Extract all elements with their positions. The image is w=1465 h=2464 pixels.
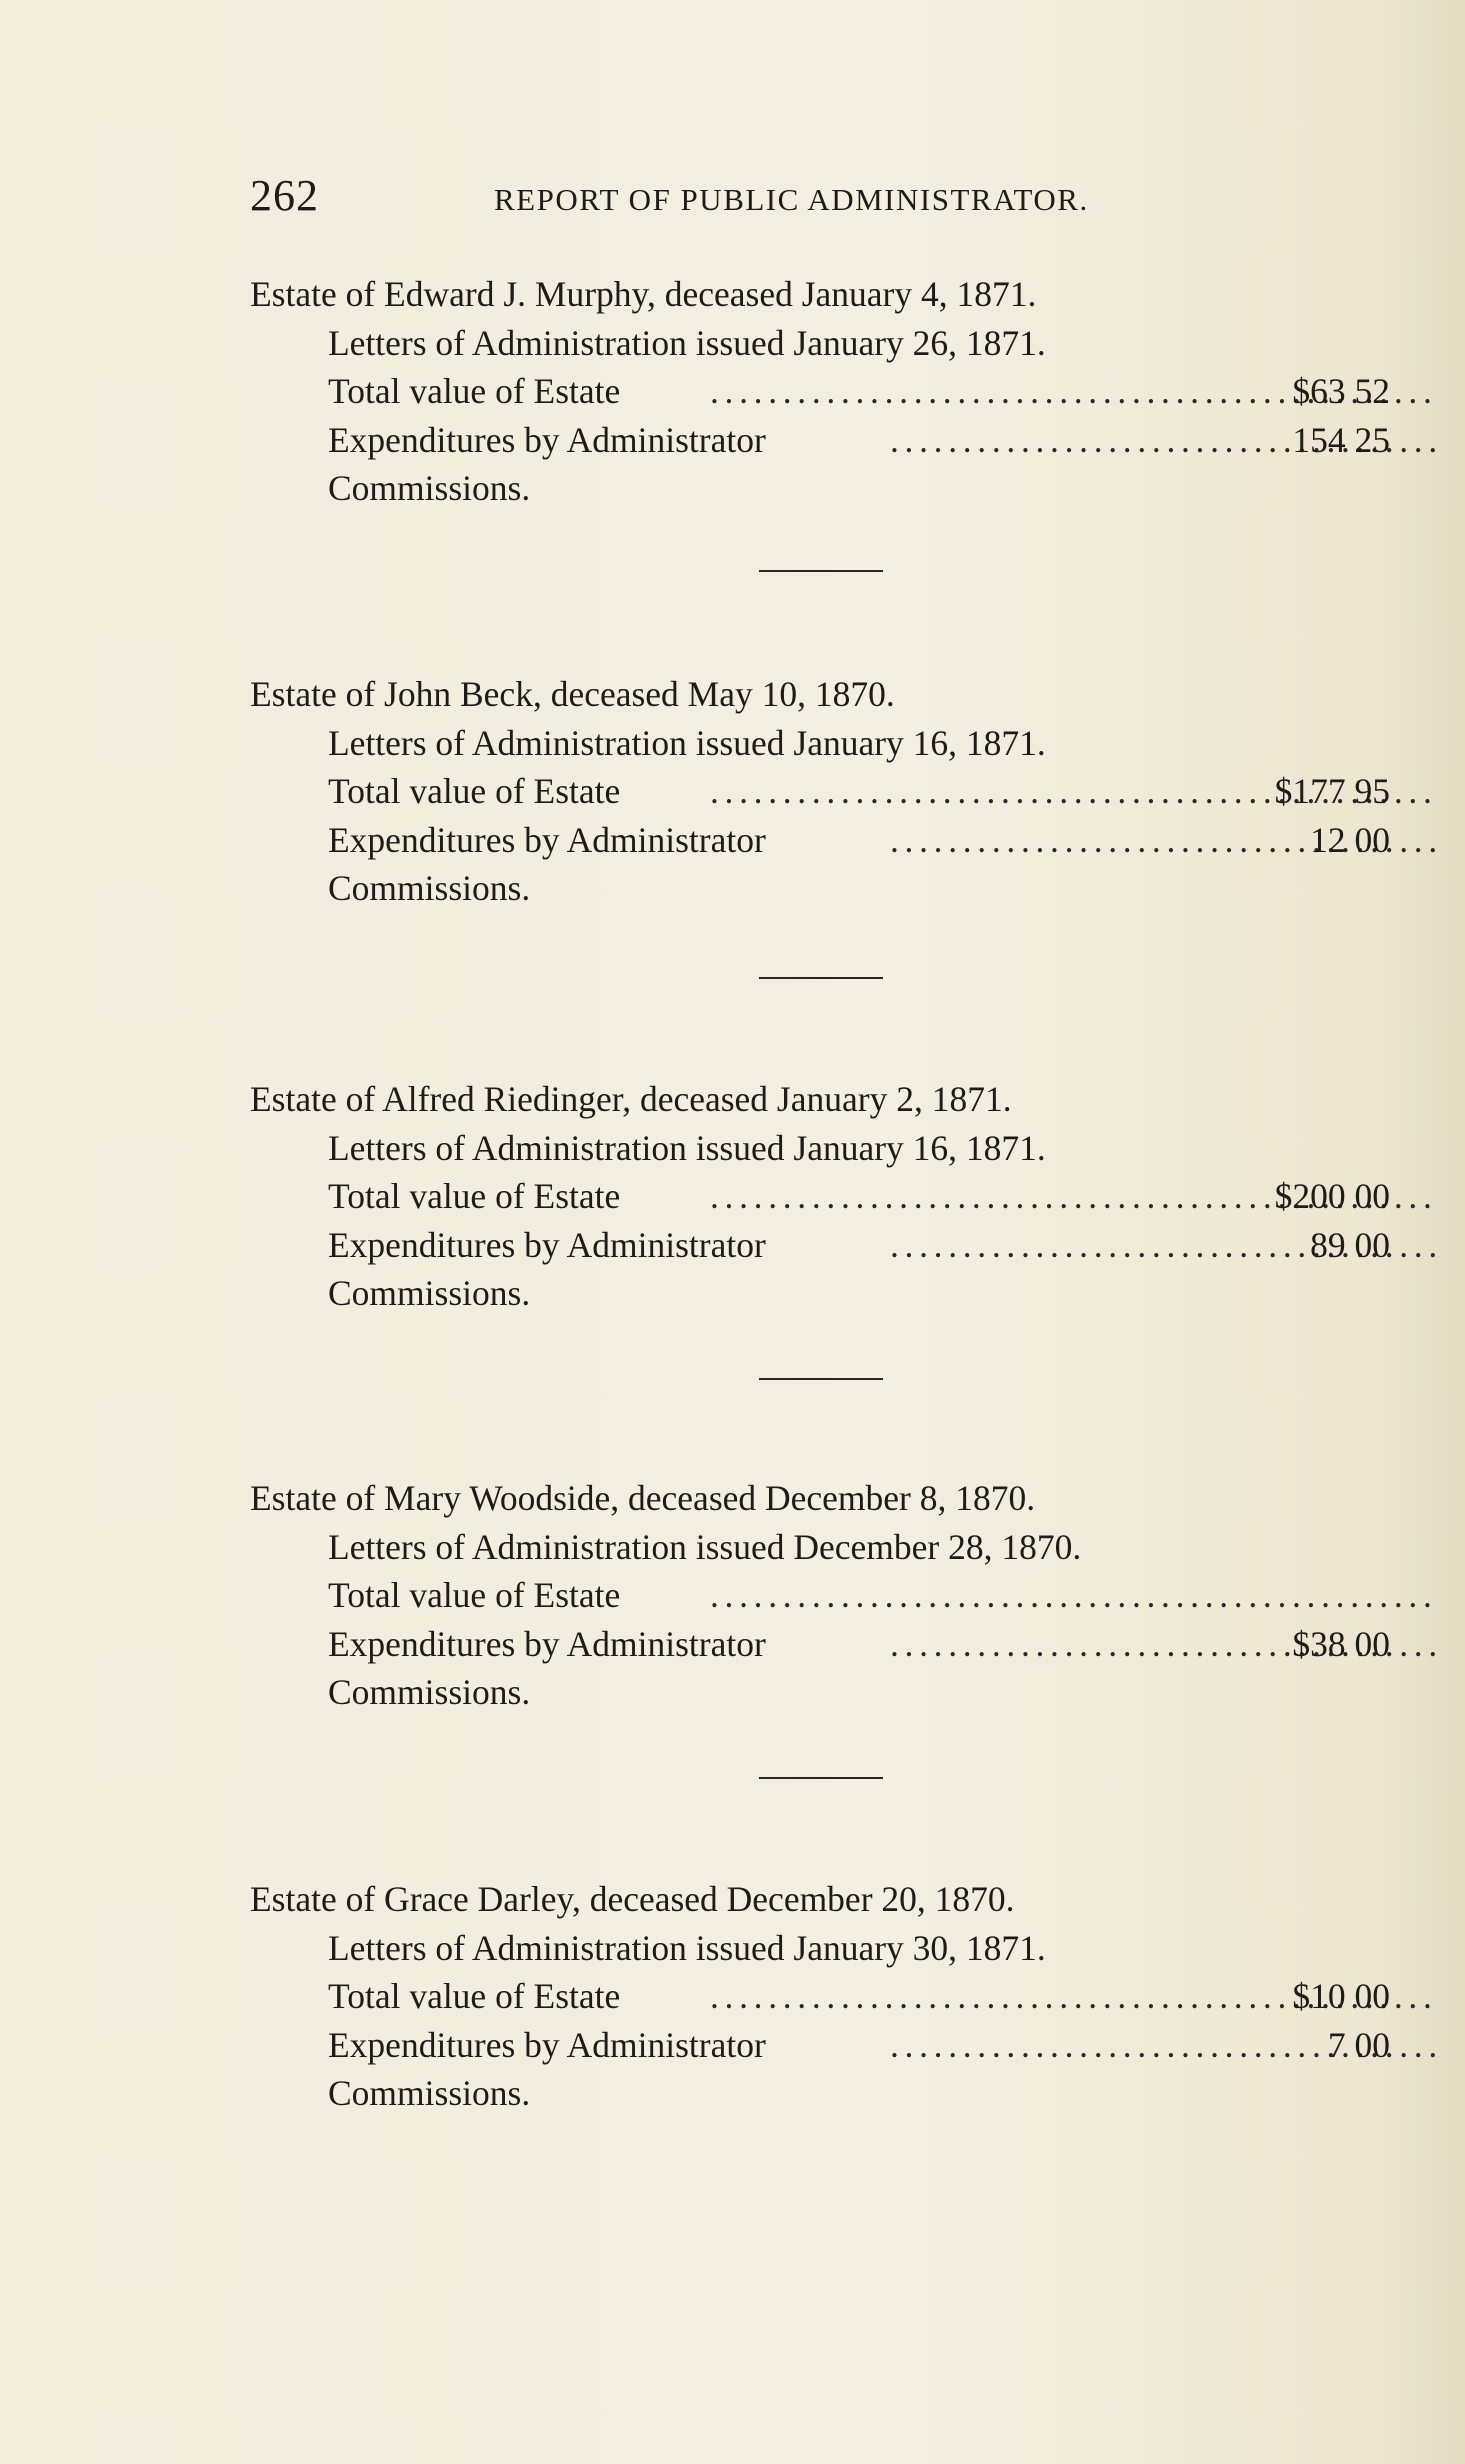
total-value-amount: $63 52	[1292, 371, 1390, 411]
commissions-line: Commissions.	[328, 1273, 531, 1313]
estate-entry	[250, 1075, 1390, 1318]
total-value-label: Total value of Estate	[328, 771, 621, 811]
estate-title: Estate of Mary Woodside, deceased December 8, 1870.	[250, 1478, 1036, 1518]
total-value-row	[250, 767, 1390, 816]
total-value-label: Total value of Estate	[328, 1575, 621, 1615]
total-value-amount: $10 00	[1292, 1976, 1390, 2016]
estate-title: Estate of Grace Darley, deceased December 20, 1870.	[250, 1879, 1015, 1919]
expenditures-label: Expenditures by Administrator	[328, 1224, 766, 1265]
estate-entry	[250, 1875, 1390, 2118]
commissions-line: Commissions.	[328, 1672, 531, 1712]
running-head: REPORT OF PUBLIC ADMINISTRATOR.	[494, 182, 1089, 217]
expenditures-row	[250, 416, 1390, 465]
total-value-label: Total value of Estate	[328, 371, 621, 411]
section-divider	[759, 1378, 883, 1380]
expenditures-row	[250, 1221, 1390, 1270]
total-value-row	[250, 1571, 1390, 1620]
estate-title: Estate of John Beck, deceased May 10, 1870.	[250, 674, 895, 714]
estate-title: Estate of Alfred Riedinger, deceased January 2, 1871.	[250, 1079, 1012, 1119]
total-value-label: Total value of Estate	[328, 1976, 621, 2016]
expenditures-row	[250, 2021, 1390, 2070]
letters-line: Letters of Administration issued January 26, 1871.	[328, 322, 1046, 363]
page-number: 262	[250, 171, 319, 220]
total-value-amount: $177 95	[1274, 771, 1390, 811]
dot-leader	[710, 1571, 1445, 1620]
estate-entry	[250, 1474, 1390, 1717]
total-value-row	[250, 1972, 1390, 2021]
estate-entry	[250, 270, 1390, 513]
section-divider	[759, 977, 883, 979]
letters-line: Letters of Administration issued December 28, 1870.	[328, 1526, 1082, 1567]
commissions-line: Commissions.	[328, 468, 531, 508]
expenditures-label: Expenditures by Administrator	[328, 1623, 766, 1664]
expenditures-amount: 7 00	[1327, 2024, 1390, 2065]
estate-title: Estate of Edward J. Murphy, deceased January 4, 1871.	[250, 274, 1037, 314]
expenditures-label: Expenditures by Administrator	[328, 419, 766, 460]
expenditures-amount: 89 00	[1310, 1224, 1390, 1265]
section-divider	[759, 570, 883, 572]
page-header	[250, 170, 1200, 220]
expenditures-amount: $38 00	[1292, 1623, 1390, 1664]
expenditures-amount: 154 25	[1292, 419, 1390, 460]
total-value-amount: $200 00	[1274, 1176, 1390, 1216]
expenditures-row	[250, 1620, 1390, 1669]
expenditures-label: Expenditures by Administrator	[328, 2024, 766, 2065]
total-value-row	[250, 367, 1390, 416]
expenditures-amount: 12 00	[1310, 819, 1390, 860]
commissions-line: Commissions.	[328, 2073, 531, 2113]
commissions-line: Commissions.	[328, 868, 531, 908]
section-divider	[759, 1777, 883, 1779]
letters-line: Letters of Administration issued January 16, 1871.	[328, 722, 1046, 763]
total-value-label: Total value of Estate	[328, 1176, 621, 1216]
letters-line: Letters of Administration issued January 16, 1871.	[328, 1127, 1046, 1168]
letters-line: Letters of Administration issued January 30, 1871.	[328, 1927, 1046, 1968]
total-value-row	[250, 1172, 1390, 1221]
expenditures-row	[250, 816, 1390, 865]
expenditures-label: Expenditures by Administrator	[328, 819, 766, 860]
estate-entry	[250, 670, 1390, 913]
